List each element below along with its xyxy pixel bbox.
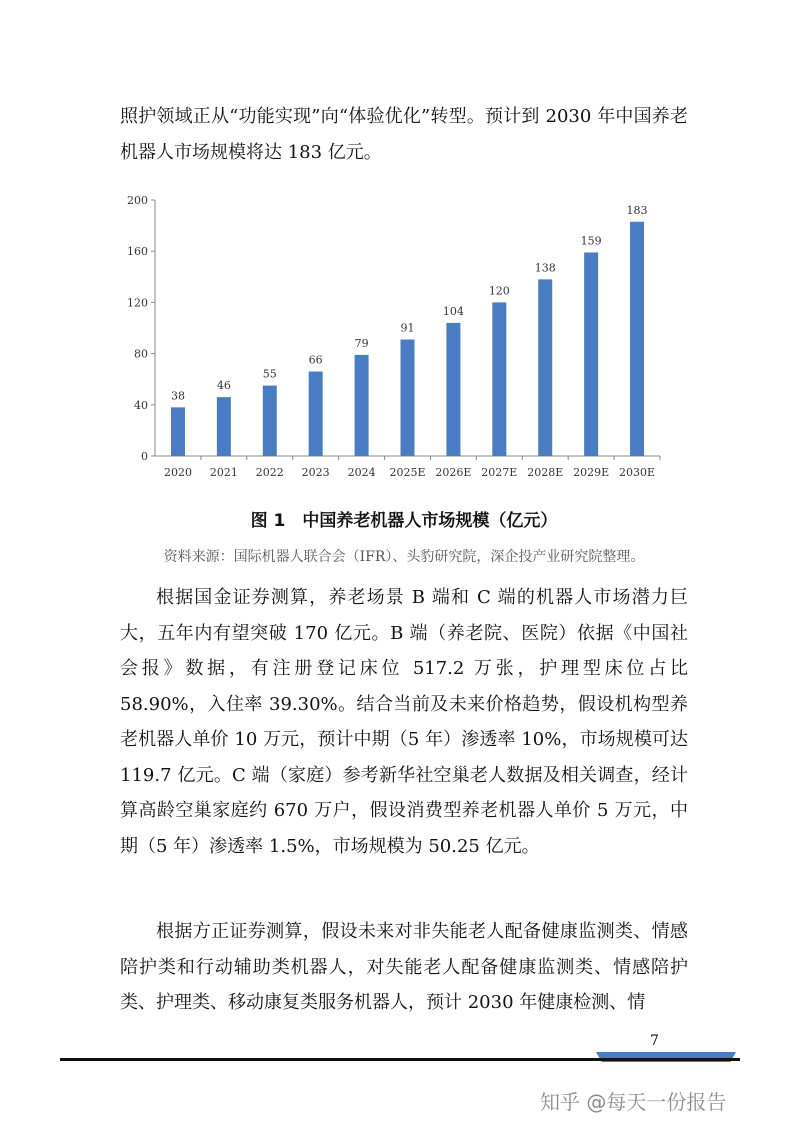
x-tick-label-2027E: 2027E	[481, 466, 518, 479]
y-tick-label: 120	[127, 296, 148, 310]
paragraph-fangzheng: 根据方正证券测算，假设未来对非失能老人配备健康监测类、情感陪护类和行动辅助类机器人，对失能老人配备健康监测类、情感陪护类、护理类、移动康复类服务机器人，预计 2030 年健康检测、情	[120, 921, 688, 1013]
footer-rule	[60, 1058, 740, 1061]
data-label-2020: 38	[170, 389, 185, 403]
x-tick-label-2022: 2022	[255, 466, 284, 479]
market-size-bar-chart	[115, 190, 675, 490]
data-label-2029E: 159	[580, 234, 602, 248]
x-tick-label-2025E: 2025E	[389, 466, 426, 479]
data-label-2027E: 120	[488, 284, 510, 298]
y-tick-label: 40	[134, 398, 148, 412]
x-tick-label-2021: 2021	[209, 466, 238, 479]
x-tick-label-2020: 2020	[163, 466, 192, 479]
bar-2020	[171, 407, 185, 456]
y-tick-label: 0	[141, 450, 148, 463]
source-watermark: 知乎 @每天一份报告	[540, 1090, 727, 1114]
bar-2021	[217, 397, 231, 456]
page-number: 7	[650, 1033, 659, 1049]
bar-2028E	[538, 279, 552, 456]
data-label-2023: 66	[308, 353, 323, 367]
x-tick-label-2024: 2024	[347, 466, 376, 479]
y-tick-label: 200	[127, 194, 148, 207]
data-label-2028E: 138	[534, 261, 556, 275]
data-label-2030E: 183	[626, 203, 648, 217]
x-tick-label-2026E: 2026E	[435, 466, 472, 479]
chart-svg	[115, 190, 675, 490]
paragraph-intro: 照护领域正从“功能实现”向“体验优化”转型。预计到 2030 年中国养老机器人市场规模将达 183 亿元。	[120, 106, 688, 163]
bar-2023	[309, 372, 323, 456]
data-label-2024: 79	[354, 336, 369, 350]
figure-source: 资料来源：国际机器人联合会（IFR）、头豹研究院，深企投产业研究院整理。	[163, 549, 645, 565]
bar-2024	[355, 355, 369, 456]
figure-caption: 图 1 中国养老机器人市场规模（亿元）	[250, 511, 558, 531]
data-label-2026E: 104	[442, 304, 464, 318]
bar-2029E	[584, 252, 598, 456]
x-tick-label-2023: 2023	[301, 466, 330, 479]
data-label-2025E: 91	[400, 321, 415, 335]
x-tick-label-2030E: 2030E	[619, 466, 656, 479]
data-label-2022: 55	[262, 367, 277, 381]
y-tick-label: 80	[134, 347, 148, 361]
y-tick-label: 160	[127, 245, 148, 259]
data-label-2021: 46	[216, 379, 231, 393]
x-tick-label-2029E: 2029E	[573, 466, 610, 479]
bar-2027E	[492, 302, 506, 456]
x-tick-label-2028E: 2028E	[527, 466, 564, 479]
bar-2025E	[401, 340, 415, 456]
bar-2022	[263, 386, 277, 456]
paragraph-guojin: 根据国金证券测算，养老场景 B 端和 C 端的机器人市场潜力巨大，五年内有望突破 170 亿元。B 端（养老院、医院）依据《中国社会报》数据，有注册登记床位 517.2 万张，护理型床位占比 58.90%，入住率 39.30%。结合当前及未来价格趋势，假设机构型养老机器人单价 10 万元，预计中期（5 年）渗透率 10%，市场规模可达 119.7 亿元。C 端（家庭）参考新华社空巢老人数据及相关调查，经计算高龄空巢家庭约 670 万户，假设消费型养老机器人单价 5 万元，中期（5 年）渗透率 1.5%，市场规模为 50.25 亿元。	[120, 587, 688, 857]
bar-2026E	[446, 323, 460, 456]
bar-2030E	[630, 222, 644, 456]
